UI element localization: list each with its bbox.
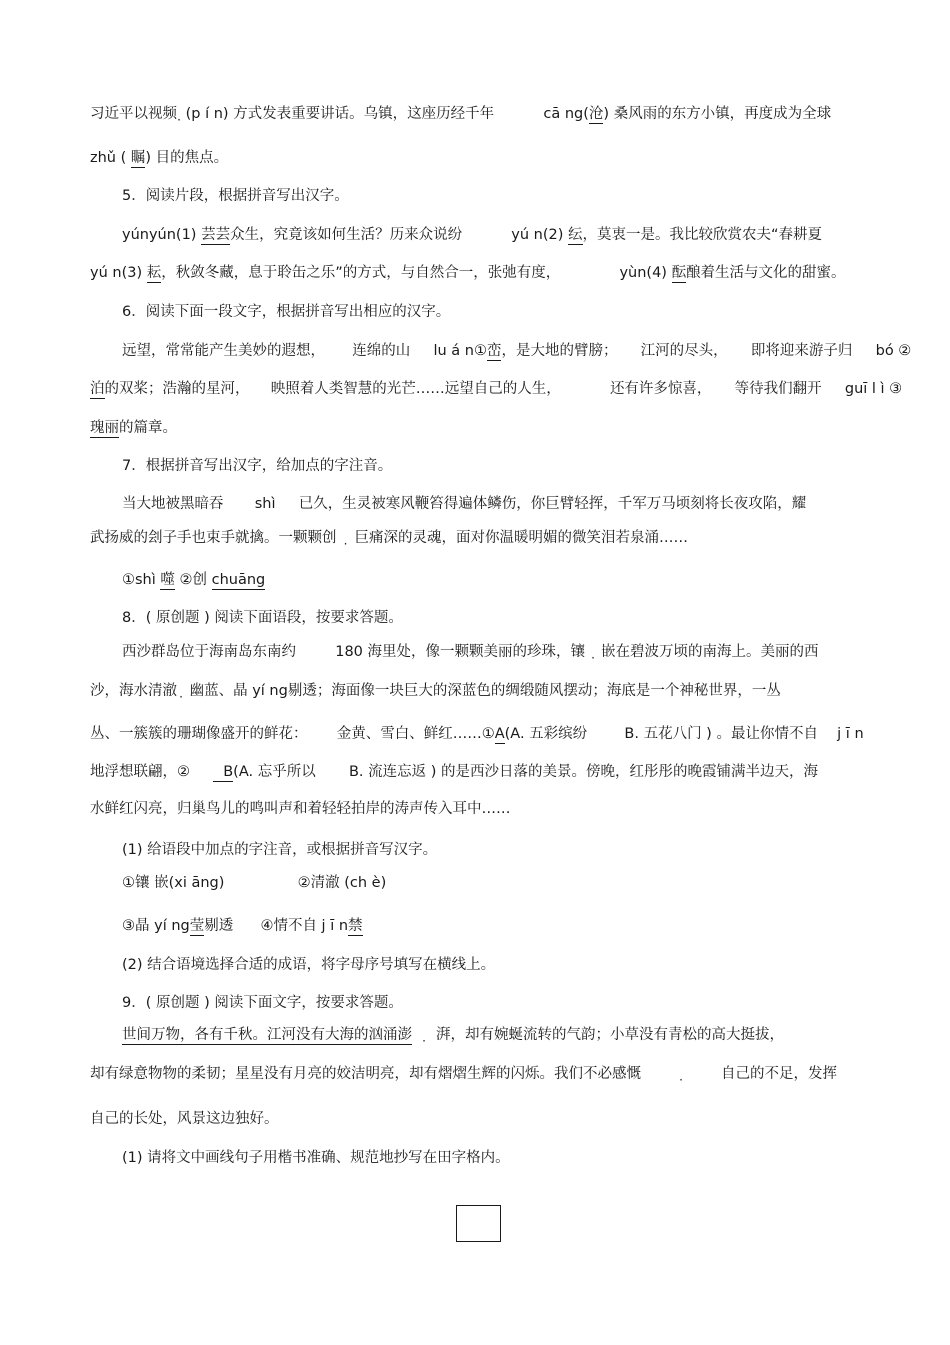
text-line: ①shì 噬 ②创 chuāng — [122, 572, 266, 588]
text-line: 西沙群岛位于海南岛东南约 180 海里处，像一颗颗美丽的珍珠，镶 嵌在碧波万顷的南海上。美丽的西 — [122, 644, 819, 660]
text-line: 泊的双桨；浩瀚的星河， 映照着人类智慧的光芒……远望自己的人生， 还有许多惊喜， 等待我们翻开 guī l ì ③ — [90, 381, 903, 397]
sub-question-1: (1) 请将文中画线句子用楷书准确、规范地抄写在田字格内。 — [122, 1150, 510, 1166]
text-line: 丛、一簇簇的珊瑚像盛开的鲜花： 金黄、雪白、鲜红……①A(A. 五彩缤纷 B. 五花八门 ) 。最让你情不自 j ī n — [90, 726, 864, 742]
text-line: 当大地被黑暗吞 shì 已久，生灵被寒风鞭笞得遍体鳞伤，你巨臂轻挥，千军万马顷刻将长夜攻陷，耀 — [122, 496, 807, 512]
question-6-heading: 6．阅读下面一段文字，根据拼音写出相应的汉字。 — [122, 304, 451, 320]
text-line: 水鲜红闪亮，归巢鸟儿的鸣叫声和着轻轻拍岸的涛声传入耳中…… — [90, 801, 511, 817]
text-line: ③晶 yí ng莹剔透 ④情不自 j ī n禁 — [122, 918, 363, 934]
text-line: 沙，海水清澈 幽蓝、晶 yí ng剔透；海面像一块巨大的深蓝色的绸缎随风摆动；海底是一个神秘世界，一丛 — [90, 683, 781, 699]
text-line: 世间万物，各有千秋。江河没有大海的汹涌澎 湃，却有婉蜒流转的气韵；小草没有青松的高大挺拔， — [122, 1027, 784, 1043]
text-line: 却有绿意物物的柔韧；星星没有月亮的姣洁明亮，却有熠熠生辉的闪烁。我们不必感慨 自己的不足，发挥 — [90, 1066, 837, 1082]
question-8-heading: 8．( 原创题 ) 阅读下面语段，按要求答题。 — [122, 610, 403, 626]
text-line: 瑰丽的篇章。 — [90, 420, 177, 436]
text-line: 习近平以视频 (p í n) 方式发表重要讲话。乌镇，这座历经千年 cā ng(沧) 桑风雨的东方小镇，再度成为全球 — [90, 106, 832, 122]
text-line: ①镶 嵌(xi āng) ②清澈 (ch è) — [122, 875, 387, 891]
text-line: zhǔ ( 瞩) 目的焦点。 — [90, 150, 229, 166]
text-line: 武扬威的刽子手也束手就擒。一颗颗创 巨痛深的灵魂，面对你温暖明媚的微笑泪若泉涌…… — [90, 530, 688, 546]
question-7-heading: 7．根据拼音写出汉字，给加点的字注音。 — [122, 458, 393, 474]
text-line: 远望，常常能产生美妙的遐想， 连绵的山 lu á n①峦，是大地的臂膀； 江河的尽头， 即将迎来游子归 bó ② — [122, 343, 912, 359]
writing-grid-box — [456, 1205, 501, 1242]
text-line: 地浮想联翩，② B(A. 忘乎所以 B. 流连忘返 ) 的是西沙日落的美景。傍晚，红彤彤的晚霞铺满半边天，海 — [90, 764, 818, 780]
question-5-heading: 5．阅读片段，根据拼音写出汉字。 — [122, 188, 349, 204]
sub-question-1: (1) 给语段中加点的字注音，或根据拼音写汉字。 — [122, 842, 438, 858]
text-line: yú n(3) 耘，秋敛冬藏，息于聆缶之乐”的方式，与自然合一，张弛有度， yùn(4) 酝酿着生活与文化的甜蜜。 — [90, 265, 846, 281]
question-9-heading: 9．( 原创题 ) 阅读下面文字，按要求答题。 — [122, 995, 403, 1011]
text-line: yúnyún(1) 芸芸众生，究竟该如何生活？历来众说纷 yú n(2) 纭，莫衷一是。我比较欣赏农夫“春耕夏 — [122, 227, 823, 243]
text-line: 自己的长处，风景这边独好。 — [90, 1111, 279, 1127]
sub-question-2: (2) 结合语境选择合适的成语，将字母序号填写在横线上。 — [122, 957, 496, 973]
